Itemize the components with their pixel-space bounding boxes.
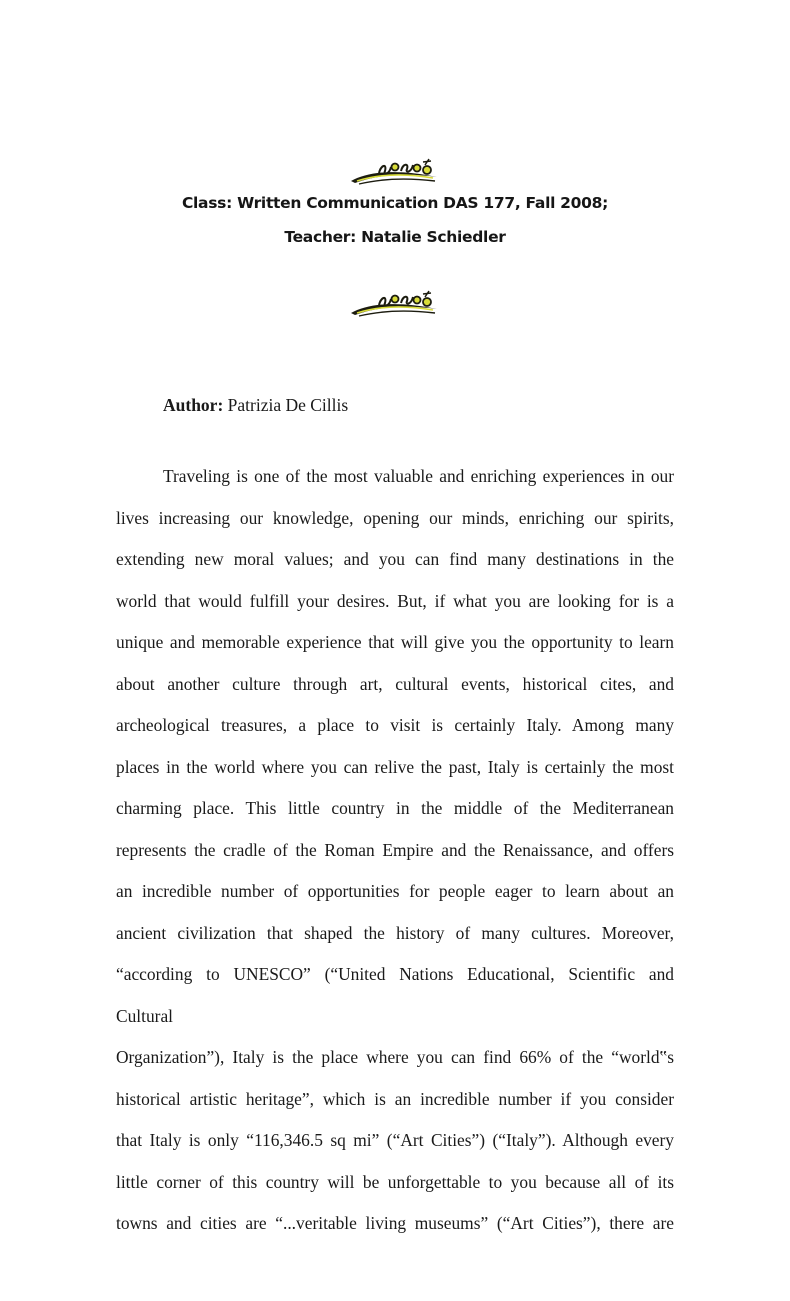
paragraph-line: that Italy is only “116,346.5 sq mi” (“Art Cities”) (“Italy”). Although every bbox=[116, 1130, 674, 1150]
essay-paragraph bbox=[116, 456, 674, 1245]
author-name: Patrizia De Cillis bbox=[227, 395, 349, 415]
paragraph-line: Organization”), Italy is the place where you can find 66% of the “world‟s bbox=[116, 1047, 674, 1067]
paragraph-line: Traveling is one of the most valuable and enriching experiences in our bbox=[163, 466, 674, 486]
paragraph-line: represents the cradle of the Roman Empire and the Renaissance, and offers bbox=[116, 839, 674, 860]
paragraph-line: extending new moral values; and you can find many destinations in the bbox=[116, 549, 674, 569]
author-label: Author: bbox=[163, 395, 224, 415]
paragraph-line: unique and memorable experience that will give you the opportunity to learn bbox=[116, 632, 674, 652]
paragraph-line: lives increasing our knowledge, opening our minds, enriching our spirits, bbox=[116, 507, 674, 528]
paragraph-line: historical artistic heritage”, which is an incredible number if you consider bbox=[116, 1088, 674, 1109]
paragraph-line: towns and cities are “...veritable living museums” (“Art Cities”), there are bbox=[116, 1213, 674, 1233]
paragraph-line: little corner of this country will be unforgettable to you because all of its bbox=[116, 1171, 674, 1192]
teacher-heading: Teacher: Natalie Schiedler bbox=[284, 228, 506, 246]
paragraph-line: an incredible number of opportunities for people eager to learn about an bbox=[116, 881, 674, 901]
decorative-flourish-icon bbox=[349, 157, 441, 187]
author-line bbox=[163, 395, 348, 416]
paragraph-line: ancient civilization that shaped the history of many cultures. Moreover, bbox=[116, 922, 674, 943]
paragraph-line: charming place. This little country in the middle of the Mediterranean bbox=[116, 798, 674, 818]
decorative-flourish-icon bbox=[349, 289, 441, 319]
paragraph-line: places in the world where you can relive the past, Italy is certainly the most bbox=[116, 756, 674, 777]
paragraph-line: archeological treasures, a place to visit is certainly Italy. Among many bbox=[116, 715, 674, 735]
paragraph-line: about another culture through art, cultural events, historical cites, and bbox=[116, 673, 674, 694]
paragraph-line: “according to UNESCO” (“United Nations Educational, Scientific and bbox=[116, 964, 674, 984]
paragraph-line: Cultural bbox=[116, 1005, 173, 1026]
class-heading: Class: Written Communication DAS 177, Fall 2008; bbox=[181, 194, 609, 212]
paragraph-line: world that would fulfill your desires. But, if what you are looking for is a bbox=[116, 590, 674, 611]
